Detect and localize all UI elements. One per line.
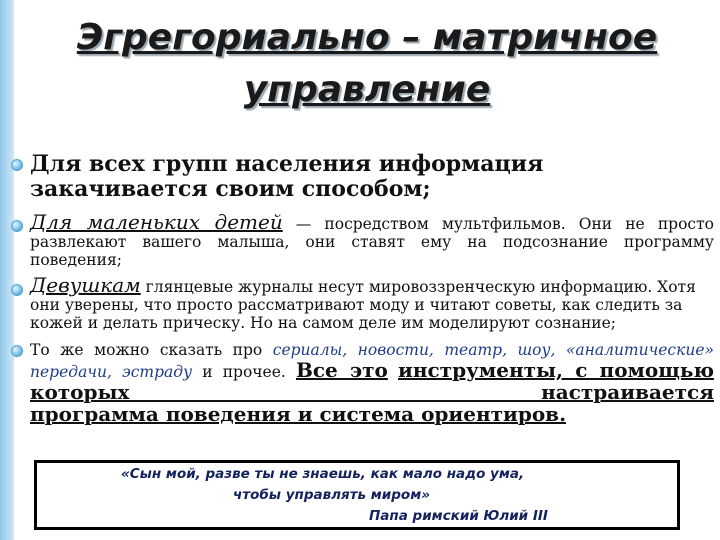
list-item [8, 210, 714, 269]
list-item [8, 273, 714, 332]
bullet-icon [11, 159, 23, 171]
list-item [8, 152, 714, 202]
quote-line: чтобы управлять миром» [233, 487, 431, 503]
quote-box [34, 460, 680, 530]
item-emphasis: программа поведения и система ориентиров. [30, 402, 567, 426]
bullet-icon [11, 345, 23, 357]
item-text: глянцевые журналы несут мировоззренческую информацию. Хотя они уверены, что просто рассматривают моду и читают советы, как следить за кожей и делать прическу. Но на самом деле им моделируют сознание; [30, 278, 696, 332]
slide-title: Эгрегориально – матричное управление [76, 17, 658, 110]
bullet-list [8, 152, 714, 424]
quote-line: «Сын мой, разве ты не знаешь, как мало надо ума, [121, 466, 525, 482]
item-text-end: и прочее. [192, 363, 286, 381]
item-emphasis: Все это [295, 358, 388, 382]
item-lead: Девушкам [30, 273, 141, 297]
list-item [8, 340, 714, 424]
item-text: То же можно сказать про [30, 341, 273, 359]
bullet-icon [11, 284, 23, 296]
item-text: — посредством мультфильмов. Они не просто развлекают вашего малыша, они ставят ему на подсознание программу поведения; [30, 215, 714, 269]
item-emphasis: инструменты, с помощью которых настраивается [30, 358, 714, 404]
item-lead: Для маленьких детей [30, 210, 283, 234]
quote-author: Папа римский Юлий III [369, 508, 548, 524]
item-text: Для всех групп населения информация закачивается своим способом; [30, 151, 544, 202]
bullet-icon [11, 220, 23, 232]
item-tags: сериалы, новости, театр, шоу, «аналитические» передачи, эстраду [30, 341, 715, 381]
